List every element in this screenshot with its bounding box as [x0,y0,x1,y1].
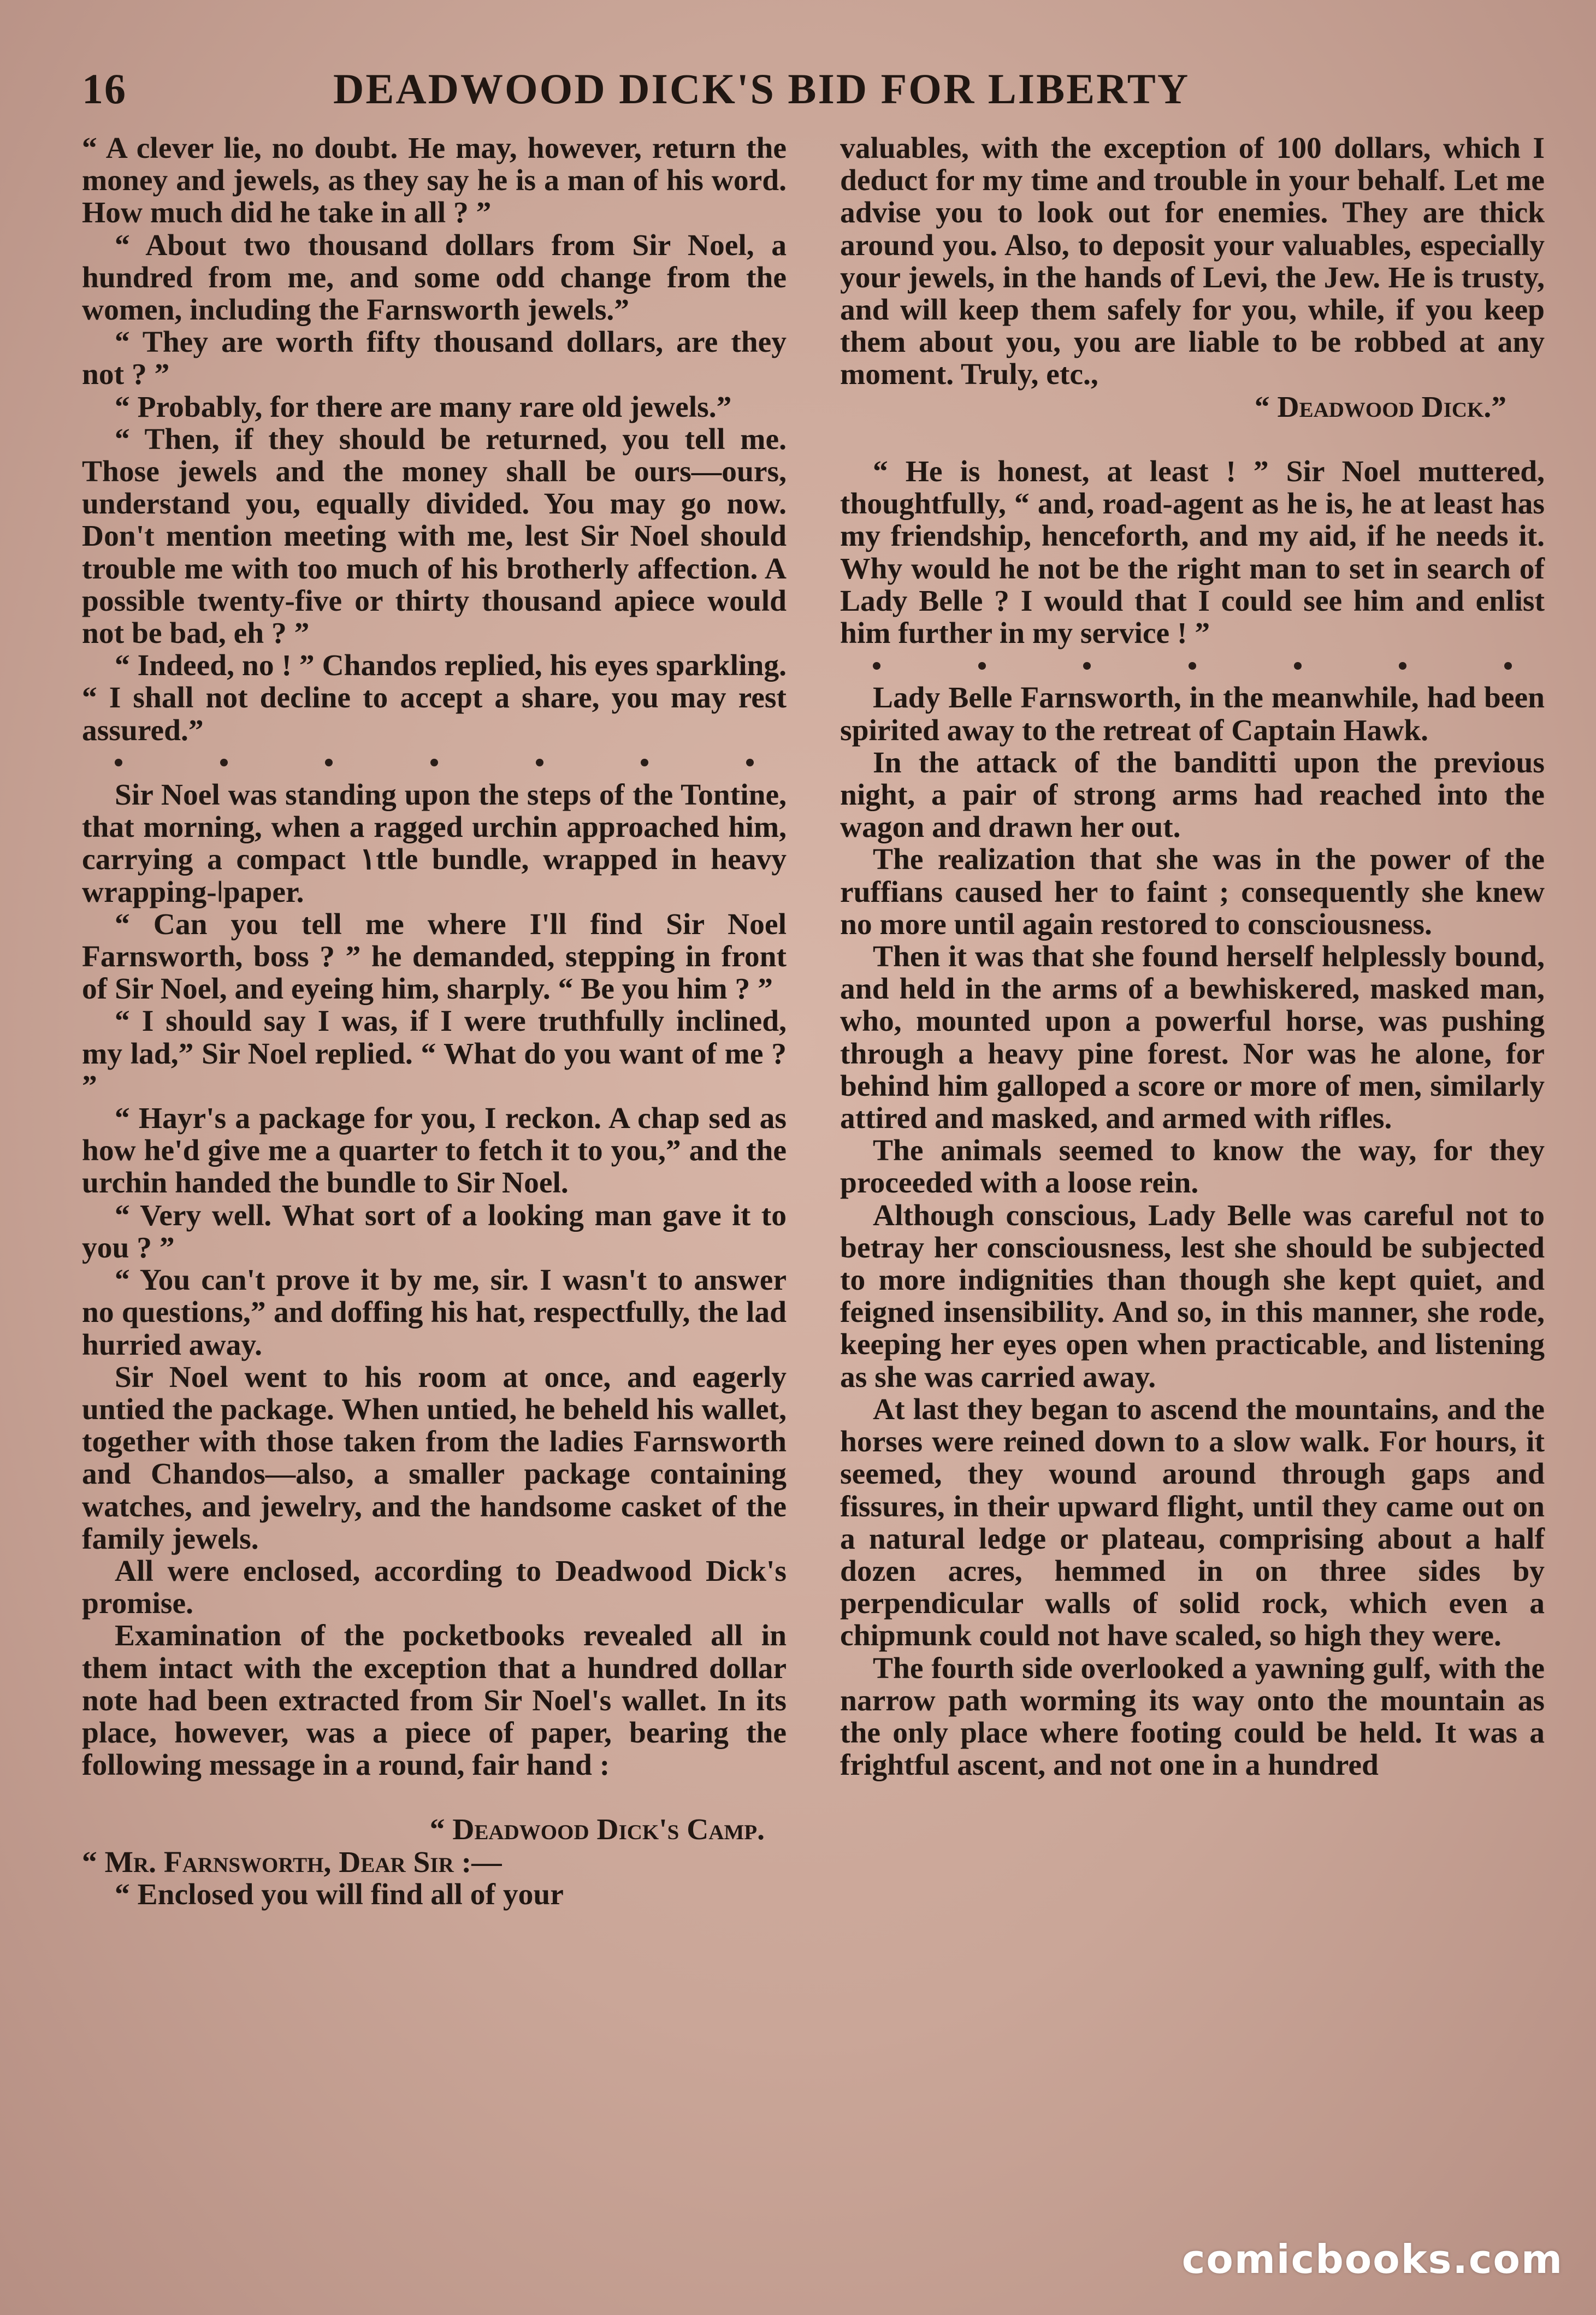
paragraph: “ I should say I was, if I were truthfully inclined, my lad,” Sir Noel replied. “ What do you want of me ? ” [82,1005,787,1103]
paragraph: valuables, with the exception of 100 dollars, which I deduct for my time and trouble in your behalf. Let me advise you to look out for enemies. They are thick around you. Also, to deposit your valuables, especially your jewels, in the hands of Levi, the Jew. He is trusty, and will keep them safely for you, while, if you keep them about you, you are liable to be robbed at any moment. Truly, etc., [840,132,1545,392]
paragraph: “ They are worth fifty thousand dollars, are they not ? ” [82,326,787,392]
spacer [840,423,1545,456]
paragraph: “ Probably, for there are many rare old jewels.” [115,390,732,424]
paragraph: Although conscious, Lady Belle was careful not to betray her consciousness, lest she should be subjected to more indignities than though she kept quiet, and feigned insensibility. And so, in this manner, she rode, keeping her eyes open when practicable, and listening as she was carried away. [840,1198,1545,1394]
paragraph: “ Very well. What sort of a looking man gave it to you ? ” [82,1198,787,1265]
watermark: comicbooks.com [1181,2236,1563,2282]
section-break-dots [82,747,787,779]
paragraph: The animals seemed to know the way, for they proceeded with a loose rein. [840,1134,1545,1200]
letter-heading: “ Deadwood Dick's Camp. [429,1813,765,1847]
paragraph: Sir Noel went to his room at once, and eagerly untied the package. When untied, he beheld his wallet, together with those taken from the ladies Farnsworth and Chandos—also, a smaller package containing watches, and jewelry, and the handsome casket of the family jewels. [82,1360,787,1556]
paragraph: Then it was that she found herself helplessly bound, and held in the arms of a bewhiskered, masked man, who, mounted upon a powerful horse, was pushing through a heavy pine forest. Nor was he alone, for behind him galloped a score or more of men, similarly attired and masked, and armed with rifles. [840,940,1545,1136]
letter-signature: “ Deadwood Dick.” [1254,390,1506,424]
paragraph: “ Then, if they should be returned, you tell me. Those jewels and the money shall be ours—ours, understand you, equally divided. You may go now. Don't mention meeting with me, lest Sir Noel should trouble me with too much of his brotherly affection. A possible twenty-five or thirty thousand apiece would not be bad, eh ? ” [82,422,787,651]
paragraph: Lady Belle Farnsworth, in the meanwhile, had been spirited away to the retreat of Captain Hawk. [840,681,1545,747]
paragraph: Sir Noel was standing upon the steps of the Tontine, that morning, when a ragged urchin approached him, carrying a compact ۱ttle bundle, wrapped in heavy wrapping-ǀpaper. [82,778,787,909]
paragraph: “ Indeed, no ! ” Chandos replied, his eyes sparkling. “ I shall not decline to accept a share, you may rest assured.” [82,649,787,747]
paragraph: “ Can you tell me where I'll find Sir Noel Farnsworth, boss ? ” he demanded, stepping in front of Sir Noel, and eyeing him, sharply. “ Be you him ? ” [82,907,787,1006]
paragraph: The fourth side overlooked a yawning gulf, with the narrow path worming its way onto the mountain as the only place where footing could be held. It was a frightful ascent, and not one in a hundred [840,1651,1545,1782]
paragraph: All were enclosed, according to Deadwood Dick's promise. [82,1554,787,1621]
letter-body-start: “ Enclosed you will find all of your [115,1877,564,1911]
paragraph: “ About two thousand dollars from Sir Noel, a hundred from me, and some odd change from the women, including the Farnsworth jewels.” [82,228,787,327]
left-column [82,132,787,1911]
running-title: DEADWOOD DICK'S BID FOR LIBERTY [333,65,1190,113]
paragraph: “ Hayr's a package for you, I reckon. A chap sed as how he'd give me a quarter to fetch it to you,” and the urchin handed the bundle to Sir Noel. [82,1102,787,1200]
section-break-dots [840,649,1545,682]
paragraph: Examination of the pocketbooks revealed all in them intact with the exception that a hundred dollar note had been extracted from Sir Noel's wallet. In its place, however, was a piece of paper, bearing the following message in a round, fair hand : [82,1619,787,1782]
page-number: 16 [82,65,127,113]
paragraph: “ He is honest, at least ! ” Sir Noel muttered, thoughtfully, “ and, road-agent as he is, he at least has my friendship, henceforth, and my aid, if he needs it. Why would he not be the right man to set in search of Lady Belle ? I would that I could see him and enlist him further in my service ! ” [840,455,1545,651]
paragraph: The realization that she was in the power of the ruffians caused her to faint ; consequently she knew no more until again restored to consciousness. [840,843,1545,941]
right-column [840,132,1545,1781]
paragraph: “ You can't prove it by me, sir. I wasn't to answer no questions,” and doffing his hat, respectfully, the lad hurried away. [82,1263,787,1362]
page-header [82,64,1551,125]
paragraph: At last they began to ascend the mountains, and the horses were reined down to a slow walk. For hours, it seemed, they wound around through gaps and fissures, in their upward flight, until they came out on a natural ledge or plateau, comprising about a half dozen acres, hemmed in on three sides by perpendicular walls of solid rock, which even a chipmunk could not have scaled, so high they were. [840,1392,1545,1653]
paragraph: “ A clever lie, no doubt. He may, however, return the money and jewels, as they say he is a man of his word. How much did he take in all ? ” [82,132,787,230]
paragraph: In the attack of the banditti upon the previous night, a pair of strong arms had reached into the wagon and drawn her out. [840,746,1545,844]
letter-salutation: “ Mr. Farnsworth, Dear Sir :— [82,1845,502,1879]
